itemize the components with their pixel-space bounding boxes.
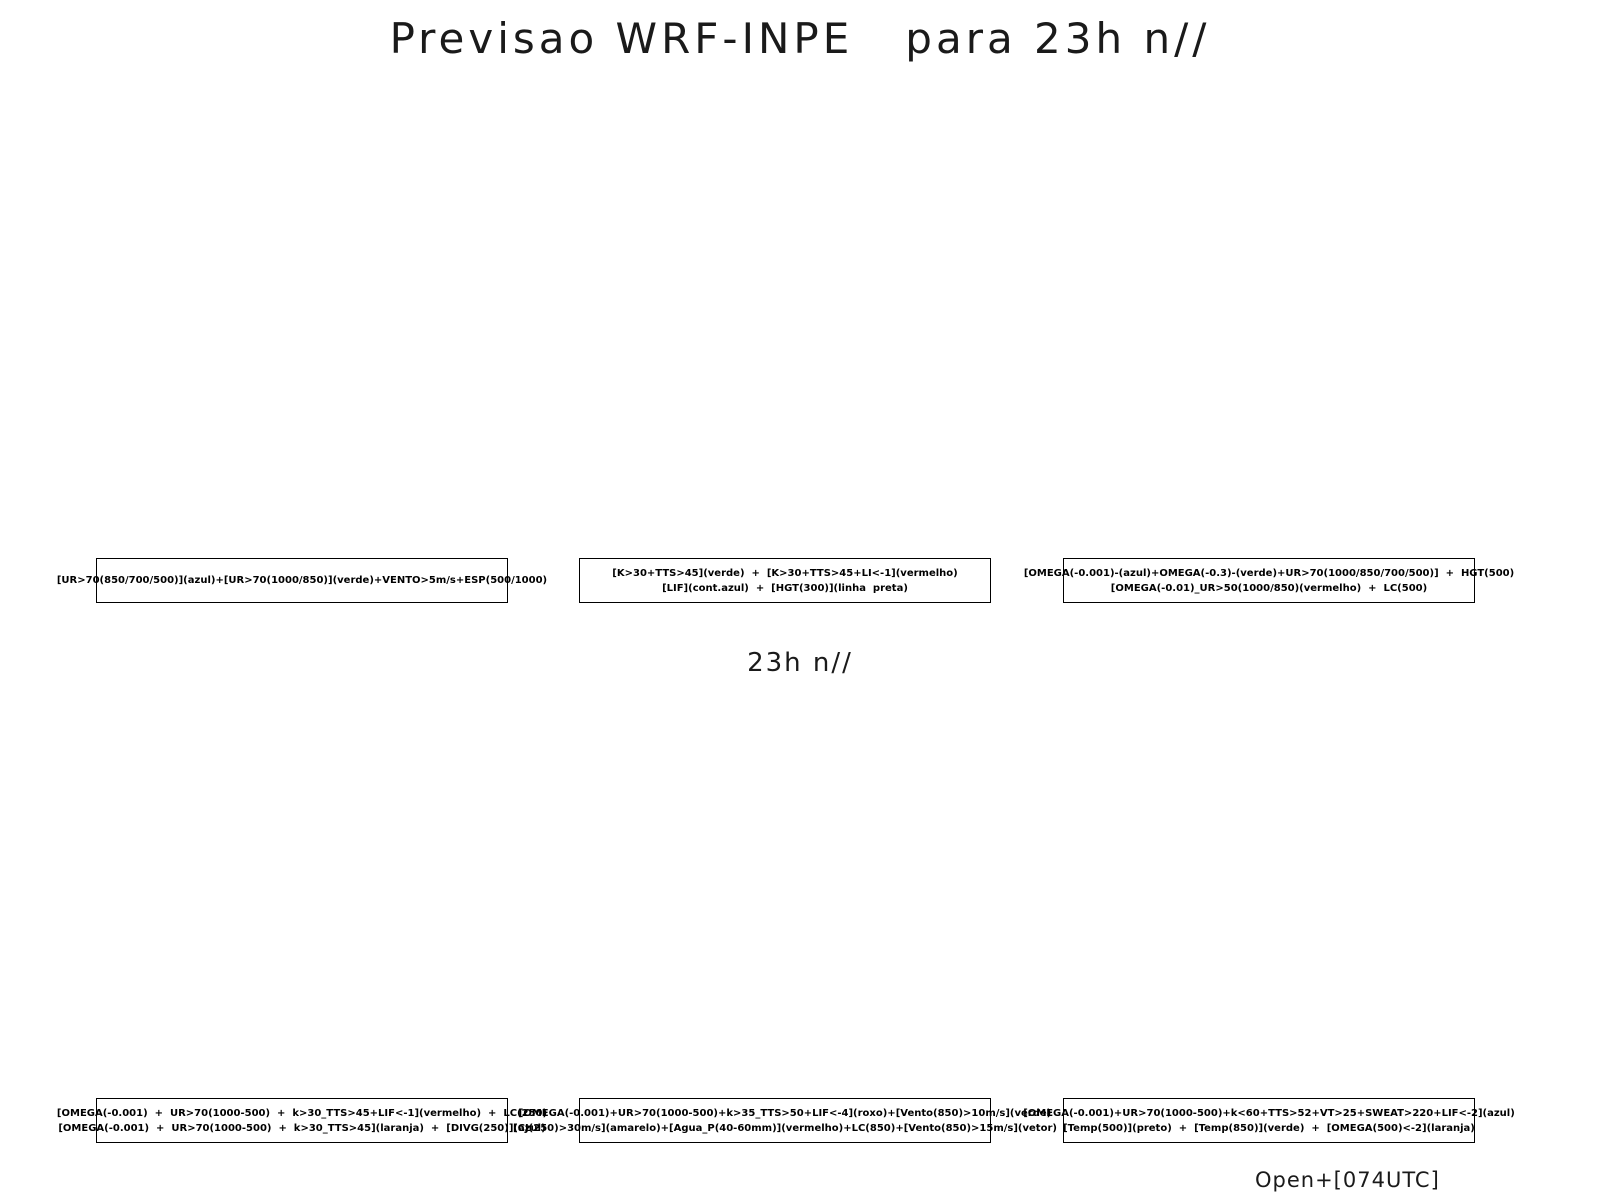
legend-line: [LIF](cont.azul) + [HGT(300)](linha preta): [662, 582, 908, 594]
footer-stamp: Open+[074UTC]: [1255, 1168, 1440, 1192]
map-panel-bottom-center: [579, 690, 991, 1090]
legend-bottom-right: [1023, 1098, 1515, 1143]
legend-line: [OMEGA(-0.001)+UR>70(1000-500)+k<60+TTS>52+VT>25+SWEAT>220+LIF<-2](azul): [1023, 1107, 1515, 1119]
legend-line: [Temp(500)](preto) + [Temp(850)](verde) + [OMEGA(500)<-2](laranja): [1063, 1122, 1475, 1134]
page-title: Previsao WRF-INPE para 23h n//: [389, 14, 1211, 63]
legend-line: [OMEGA(-0.001) + UR>70(1000-500) + k>30_TTS>45](laranja) + [DIVG(250)](azul): [58, 1122, 546, 1134]
map-panel-top-left: [96, 96, 508, 551]
legend-line: [UR>70(850/700/500)](azul)+[UR>70(1000/850)](verde)+VENTO>5m/s+ESP(500/1000): [56, 575, 548, 586]
legend-line: [OMEGA(-0.001) + UR>70(1000-500) + k>30_TTS>45+LIF<-1](vermelho) + LC(250): [56, 1107, 548, 1119]
map-panel-top-right: [1063, 96, 1475, 551]
map-panel-bottom-left: [96, 690, 508, 1090]
legend-line: [K>30+TTS>45](verde) + [K>30+TTS>45+LI<-1](vermelho): [612, 567, 958, 579]
map-panel-top-center: [579, 96, 991, 551]
legend-line: [CJ(250)>30m/s](amarelo)+[Agua_P(40-60mm)](vermelho)+LC(850)+[Vento(850)>15m/s](vetor): [513, 1122, 1057, 1134]
legend-line: [OMEGA(-0.01)_UR>50(1000/850)(vermelho) + LC(500): [1110, 582, 1428, 594]
subtitle: 23h n//: [747, 648, 853, 678]
map-panel-bottom-right: [1063, 690, 1475, 1090]
legend-line: [OMEGA(-0.001)+UR>70(1000-500)+k>35_TTS>50+LIF<-4](roxo)+[Vento(850)>10m/s](verde): [518, 1107, 1052, 1119]
legend-line: [OMEGA(-0.001)-(azul)+OMEGA(-0.3)-(verde)+UR>70(1000/850/700/500)] + HGT(500): [1023, 567, 1515, 579]
legend-top-left: [56, 558, 548, 603]
legend-bottom-center: [513, 1098, 1057, 1143]
legend-top-right: [1023, 558, 1515, 603]
legend-bottom-left: [56, 1098, 548, 1143]
legend-top-center: [579, 558, 991, 603]
